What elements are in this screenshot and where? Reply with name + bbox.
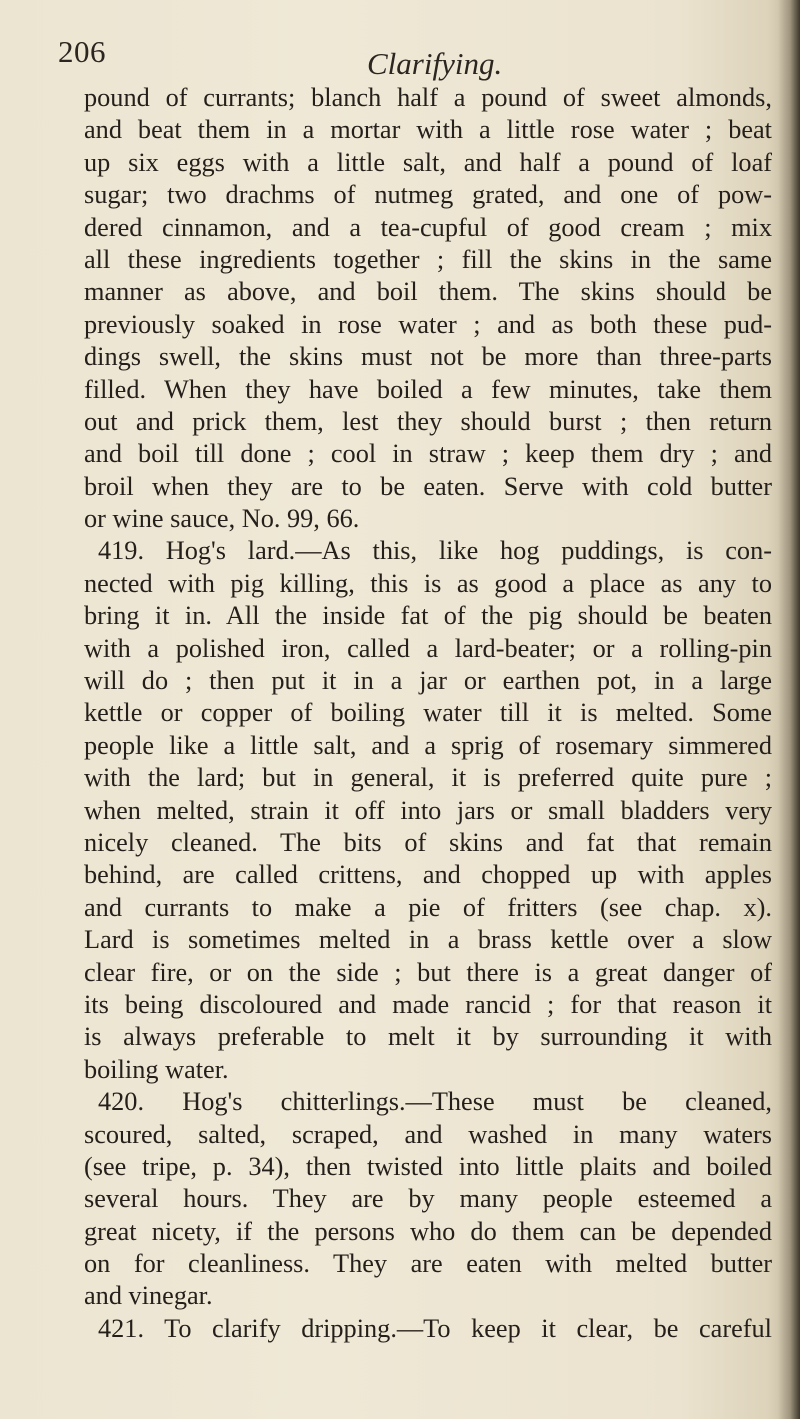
text-line: and boil till done ; cool in straw ; keep them dry ; and — [84, 439, 772, 469]
page-edge-shadow — [778, 0, 800, 1419]
text-line: and currants to make a pie of fritters (see chap. x). — [84, 892, 772, 922]
text-line: nicely cleaned. The bits of skins and fat that remain — [84, 827, 772, 857]
text-line: (see tripe, p. 34), then twisted into little plaits and boiled — [84, 1151, 772, 1181]
text-line: several hours. They are by many people esteemed a — [84, 1184, 772, 1214]
text-line: and beat them in a mortar with a little rose water ; beat — [84, 115, 772, 145]
text-line: will do ; then put it in a jar or earthen pot, in a large — [84, 666, 772, 696]
text-line: broil when they are to be eaten. Serve with cold butter — [84, 471, 772, 501]
text-line: boiling water. — [84, 1054, 229, 1084]
body-text — [84, 82, 772, 1345]
text-line: bring it in. All the inside fat of the pig should be beaten — [84, 601, 772, 631]
text-line: with the lard; but in general, it is preferred quite pure ; — [84, 763, 772, 793]
text-line: and vinegar. — [84, 1281, 213, 1311]
text-line: kettle or copper of boiling water till it is melted. Some — [84, 698, 772, 728]
text-line: or wine sauce, No. 99, 66. — [84, 504, 360, 534]
text-line: behind, are called crittens, and chopped up with apples — [84, 860, 772, 890]
running-head: Clarifying. — [367, 46, 503, 81]
text-line: pound of currants; blanch half a pound of sweet almonds, — [84, 83, 772, 112]
text-line: out and prick them, lest they should burst ; then return — [84, 406, 772, 436]
text-line: sugar; two drachms of nutmeg grated, and one of pow- — [84, 180, 772, 210]
page-number: 206 — [58, 34, 106, 69]
text-line: when melted, strain it off into jars or small bladders very — [84, 795, 772, 825]
text-line: filled. When they have boiled a few minutes, take them — [84, 374, 772, 404]
text-line: with a polished iron, called a lard-beater; or a rolling-pin — [84, 633, 772, 663]
text-line: its being discoloured and made rancid ; for that reason it — [84, 989, 772, 1019]
text-line: Lard is sometimes melted in a brass kettle over a slow — [84, 925, 772, 955]
text-line: manner as above, and boil them. The skins should be — [84, 277, 772, 307]
text-line: dings swell, the skins must not be more than three-parts — [84, 342, 772, 372]
text-line: scoured, salted, scraped, and washed in many waters — [84, 1119, 772, 1149]
text-line: 419. Hog's lard.—As this, like hog puddings, is con- — [98, 536, 772, 566]
text-line: great nicety, if the persons who do them can be depended — [84, 1216, 772, 1246]
text-line: all these ingredients together ; fill the skins in the same — [84, 244, 772, 274]
text-line: nected with pig killing, this is as good a place as any to — [84, 568, 772, 598]
text-line: previously soaked in rose water ; and as both these pud- — [84, 309, 772, 339]
text-line: 420. Hog's chitterlings.—These must be cleaned, — [98, 1087, 772, 1117]
text-line: up six eggs with a little salt, and half a pound of loaf — [84, 147, 772, 177]
text-line: clear fire, or on the side ; but there is a great danger of — [84, 957, 772, 987]
text-line: dered cinnamon, and a tea-cupful of good cream ; mix — [84, 212, 772, 242]
text-line: is always preferable to melt it by surrounding it with — [84, 1022, 772, 1052]
text-line: on for cleanliness. They are eaten with melted butter — [84, 1249, 772, 1279]
text-line: 421. To clarify dripping.—To keep it clear, be careful — [98, 1313, 772, 1343]
text-line: people like a little salt, and a sprig of rosemary simmered — [84, 730, 772, 760]
